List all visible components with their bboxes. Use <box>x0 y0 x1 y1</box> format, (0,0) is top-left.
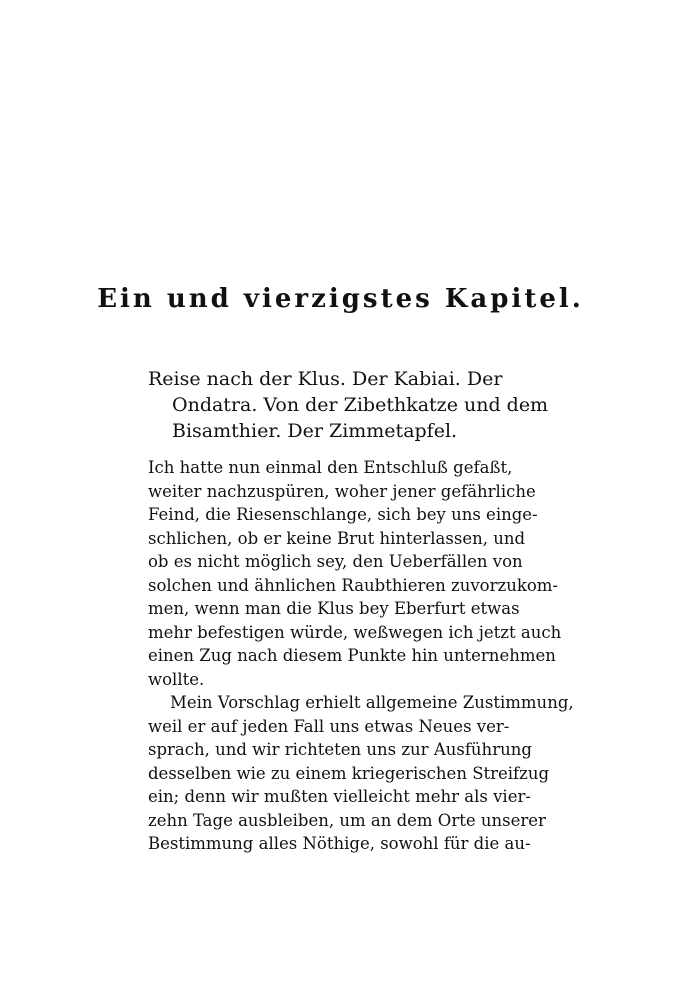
body-line: solchen und ähnlichen Raubthieren zuvorzukom- <box>148 575 558 595</box>
summary-line: Reise nach der Klus. Der Kabiai. Der <box>148 368 503 390</box>
body-line: sprach, und wir richteten uns zur Ausführung <box>148 740 532 759</box>
body-line: ein; denn wir mußten vielleicht mehr als vier- <box>148 787 531 806</box>
body-line: zehn Tage ausbleiben, um an dem Orte unserer <box>148 810 546 830</box>
chapter-summary <box>148 366 548 444</box>
body-line: schlichen, ob er keine Brut hinterlassen, und <box>148 528 526 548</box>
summary-line: Ondatra. Von der Zibethkatze und dem <box>172 394 549 416</box>
body-line: desselben wie zu einem kriegerischen Streifzug <box>148 763 550 783</box>
body-line: Feind, die Riesenschlange, sich bey uns einge- <box>148 505 538 524</box>
body-line: mehr befestigen würde, weßwegen ich jetzt auch <box>148 622 562 642</box>
body-line: wollte. <box>148 669 205 689</box>
body-line: Mein Vorschlag erhielt allgemeine Zustimmung, <box>170 693 574 712</box>
body-line: Ich hatte nun einmal den Entschluß gefaßt, <box>148 458 513 477</box>
body-line: Bestimmung alles Nöthige, sowohl für die au- <box>148 834 531 853</box>
chapter-title: Ein und vierzigstes Kapitel. <box>97 284 584 314</box>
summary-line: Bisamthier. Der Zimmetapfel. <box>172 420 458 442</box>
body-line: weiter nachzuspüren, woher jener gefährliche <box>148 481 536 501</box>
body-line: einen Zug nach diesem Punkte hin unternehmen <box>148 646 556 665</box>
body-line: men, wenn man die Klus bey Eberfurt etwas <box>148 599 520 618</box>
body-line: weil er auf jeden Fall uns etwas Neues ver- <box>148 716 510 736</box>
body-text <box>148 456 574 856</box>
body-line: ob es nicht möglich sey, den Ueberfällen von <box>148 552 523 571</box>
